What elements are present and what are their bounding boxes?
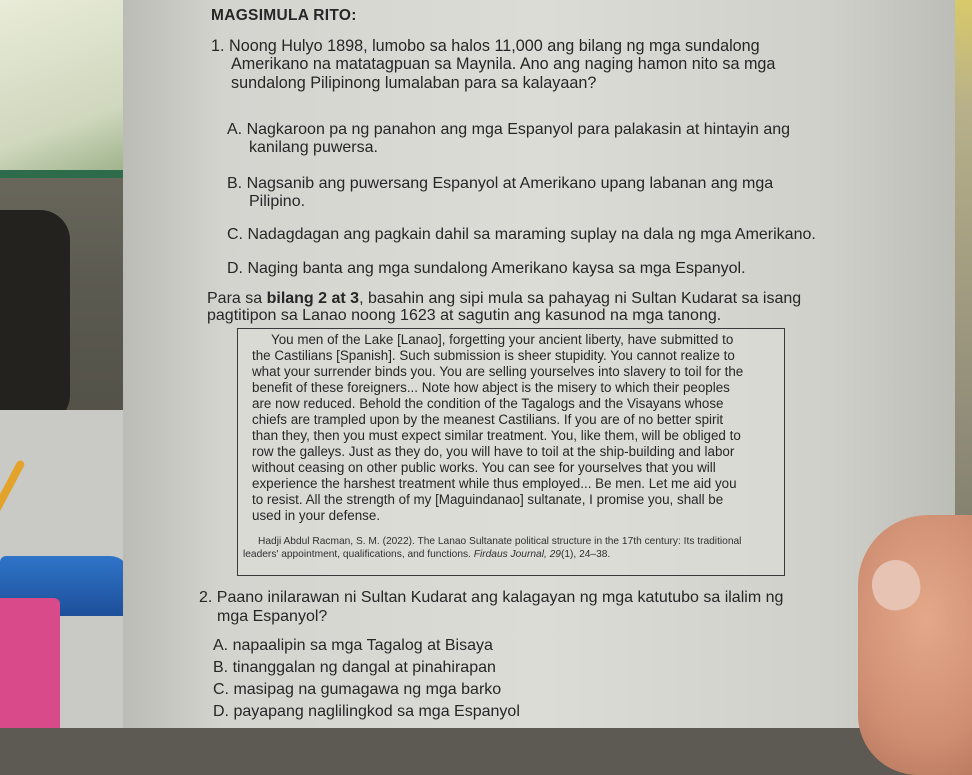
quote-line-8: row the galleys. Just as they do, you will have to toil at the ship-building and labor — [252, 444, 735, 459]
quote-line-4: benefit of these foreigners... Note how abject is the misery to which their peoples — [252, 380, 730, 395]
hand — [858, 515, 972, 775]
quote-line-10: experience the harshest treatment while thus employed... Be men. Let me aid you — [252, 476, 737, 491]
pink-folder — [0, 598, 60, 728]
quote-line-12: used in your defense. — [252, 508, 381, 523]
q1-choice-d[interactable]: D. Naging banta ang mga sundalong Amerikano kaysa sa mga Espanyol. — [227, 260, 746, 277]
instruction-line-2: pagtitipon sa Lanao noong 1623 at sagutin ang kasunod na mga tanong. — [207, 307, 722, 324]
q1-choice-a-line-1[interactable]: A. Nagkaroon pa ng panahon ang mga Espanyol para palakasin at hintayin ang — [227, 121, 791, 138]
citation-line-1: Hadji Abdul Racman, S. M. (2022). The Lanao Sultanate political structure in the 17th century: Its traditional — [258, 536, 742, 547]
quote-line-6: chiefs are trampled upon by the meanest Castilians. If you are of no better spirit — [252, 412, 724, 427]
background-poster — [0, 0, 131, 178]
q2-choice-a[interactable]: A. napaalipin sa mga Tagalog at Bisaya — [213, 637, 493, 654]
quote-line-1: You men of the Lake [Lanao], forgetting your ancient liberty, have submitted to — [271, 332, 734, 347]
q1-stem-line-3: sundalong Pilipinong lumalaban para sa kalayaan? — [231, 74, 597, 92]
q2-choice-c[interactable]: C. masipag na gumagawa ng mga barko — [213, 681, 502, 698]
quote-line-9: without ceasing on other public works. You can see for yourselves that you will — [252, 460, 716, 475]
citation-journal: Firdaus Journal, 29 — [473, 549, 561, 560]
q1-choice-c[interactable]: C. Nadagdagan ang pagkain dahil sa maraming suplay na dala ng mga Amerikano. — [227, 226, 816, 243]
citation-post: (1), 24–38. — [560, 549, 611, 560]
quote-line-2: the Castilians [Spanish]. Such submission is sheer stupidity. You cannot realize to — [252, 348, 735, 363]
q1-choice-a-line-2: kanilang puwersa. — [249, 139, 378, 156]
instruction-bold: bilang 2 at 3 — [266, 290, 360, 307]
q1-choice-b-line-1[interactable]: B. Nagsanib ang puwersang Espanyol at Amerikano upang labanan ang mga — [227, 175, 774, 192]
q2-stem-line-1: 2. Paano inilarawan ni Sultan Kudarat ang kalagayan ng mga katutubo sa ilalim ng — [199, 589, 784, 606]
q1-choice-b-line-2: Pilipino. — [249, 193, 306, 210]
quote-line-3: what your surrender binds you. You are selling yourselves into slavery to toil for the — [252, 364, 744, 379]
quote-line-5: are now reduced. Behold the condition of the Tagalogs and the Visayans whose — [252, 396, 724, 411]
instruction-post: , basahin ang sipi mula sa pahayag ni Sultan Kudarat sa isang — [359, 290, 802, 307]
q2-choice-b[interactable]: B. tinanggalan ng dangal at pinahirapan — [213, 659, 496, 676]
quote-line-7: than they, then you must expect similar treatment. You, like them, will be obliged to — [252, 428, 741, 443]
section-title: MAGSIMULA RITO: — [211, 7, 357, 24]
q1-stem-line-2: Amerikano na matatagpuan sa Maynila. Ano ang naging hamon nito sa mga — [231, 55, 776, 73]
quote-line-11: to resist. All the strength of my [Maguindanao] sultanate, I promise you, shall be — [252, 492, 724, 507]
citation-pre: leaders' appointment, qualifications, and functions. — [243, 549, 474, 560]
instruction-pre: Para sa — [207, 290, 267, 307]
citation-line-2 — [243, 549, 610, 561]
q2-choice-d[interactable]: D. payapang naglilingkod sa mga Espanyol — [213, 703, 520, 720]
background-chair — [0, 210, 70, 425]
q2-stem-line-2: mga Espanyol? — [217, 608, 328, 625]
q1-stem-line-1: 1. Noong Hulyo 1898, lumobo sa halos 11,000 ang bilang ng mga sundalong — [211, 37, 760, 55]
